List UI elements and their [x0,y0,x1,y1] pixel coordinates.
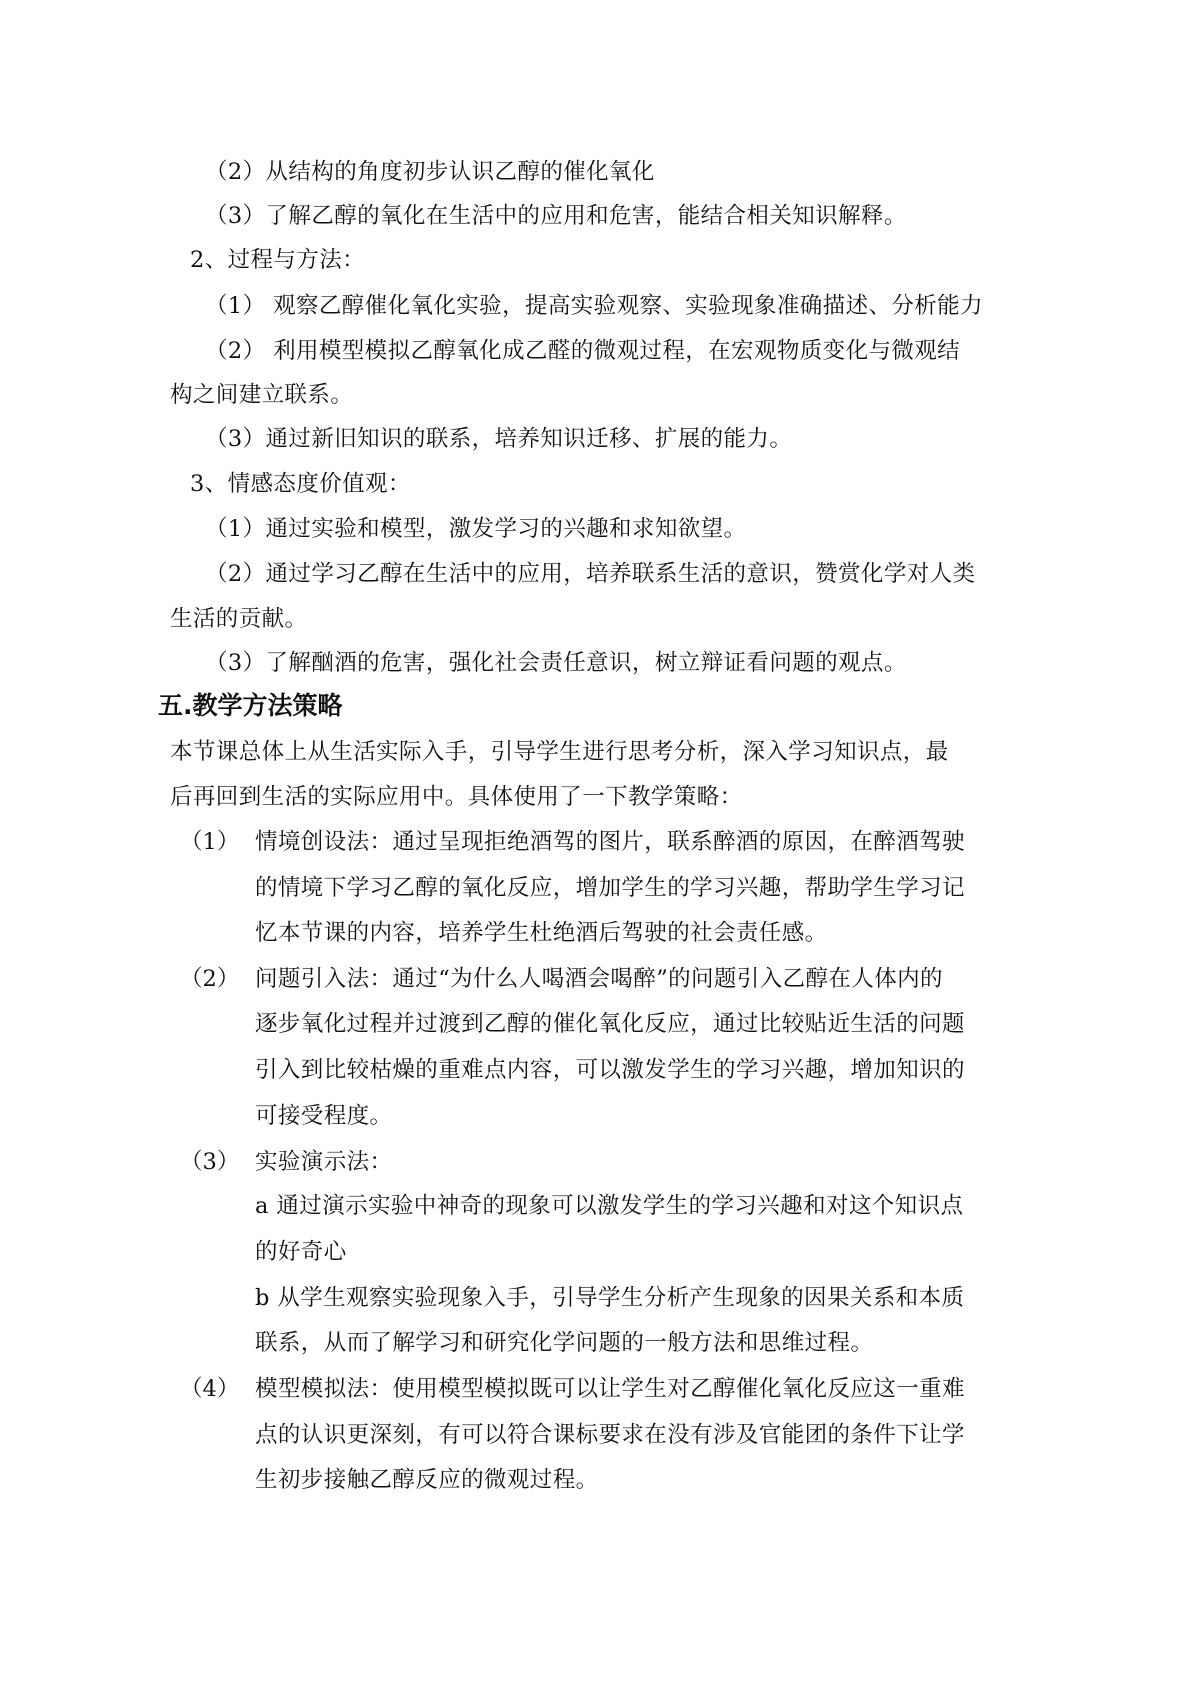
strategy-1-line-2: 的情境下学习乙醇的氧化反应，增加学生的学习兴趣，帮助学生学习记 [255,875,965,901]
attitude-goal-item-2-line-1: （2）通过学习乙醇在生活中的应用，培养联系生活的意识，赞赏化学对人类 [205,561,976,587]
process-method-heading: 2、过程与方法： [190,247,366,273]
strategy-3-line-4: b 从学生观察实验现象入手，引导学生分析产生现象的因果关系和本质 [255,1285,965,1311]
strategy-1-line-1: 情境创设法：通过呈现拒绝酒驾的图片，联系醉酒的原因，在醉酒驾驶 [255,829,965,855]
attitude-values-heading: 3、情感态度价值观： [190,471,411,497]
strategy-3-line-2: a 通过演示实验中神奇的现象可以激发学生的学习兴趣和对这个知识点 [255,1193,964,1219]
strategy-4-line-3: 生初步接触乙醇反应的微观过程。 [255,1467,599,1493]
strategy-2-line-1: 问题引入法：通过“为什么人喝酒会喝醉”的问题引入乙醇在人体内的 [255,966,943,992]
process-goal-item-3: （3）通过新旧知识的联系，培养知识迁移、扩展的能力。 [205,426,793,452]
strategy-1-line-3: 忆本节课的内容，培养学生杜绝酒后驾驶的社会责任感。 [255,920,828,946]
strategy-3-line-3: 的好奇心 [255,1239,347,1265]
process-goal-item-2-line-2: 构之间建立联系。 [170,382,354,408]
process-goal-item-2-line-1: （2） 利用模型模拟乙醇氧化成乙醛的微观过程，在宏观物质变化与微观结 [205,338,961,364]
attitude-goal-item-2-line-2: 生活的贡献。 [170,606,308,632]
process-goal-item-1: （1） 观察乙醇催化氧化实验，提高实验观察、实验现象准确描述、分析能力 [205,293,983,319]
strategy-1-marker: （1） [180,829,240,855]
strategy-2-marker: （2） [180,966,240,992]
strategy-2-line-2: 逐步氧化过程并过渡到乙醇的催化氧化反应，通过比较贴近生活的问题 [255,1011,965,1037]
strategy-2-line-3: 引入到比较枯燥的重难点内容，可以激发学生的学习兴趣，增加知识的 [255,1057,965,1083]
knowledge-goal-item-2: （2）从结构的角度初步认识乙醇的催化氧化 [205,159,655,185]
strategy-4-line-1: 模型模拟法：使用模型模拟既可以让学生对乙醇催化氧化反应这一重难 [255,1376,965,1402]
attitude-goal-item-1: （1）通过实验和模型，激发学习的兴趣和求知欲望。 [205,516,747,542]
strategy-3-line-5: 联系，从而了解学习和研究化学问题的一般方法和思维过程。 [255,1330,874,1356]
section-5-intro-line-2: 后再回到生活的实际应用中。具体使用了一下教学策略： [170,784,743,810]
strategy-4-marker: （4） [180,1376,240,1402]
strategy-2-line-4: 可接受程度。 [255,1103,393,1129]
strategy-3-marker: （3） [180,1149,240,1175]
section-5-intro-line-1: 本节课总体上从生活实际入手，引导学生进行思考分析，深入学习知识点，最 [170,739,949,765]
strategy-3-line-1: 实验演示法： [255,1149,393,1175]
section-5-title: 五.教学方法策略 [158,691,343,720]
attitude-goal-item-3: （3）了解酗酒的危害，强化社会责任意识，树立辩证看问题的观点。 [205,650,907,676]
knowledge-goal-item-3: （3）了解乙醇的氧化在生活中的应用和危害，能结合相关知识解释。 [205,203,907,229]
strategy-4-line-2: 点的认识更深刻，有可以符合课标要求在没有涉及官能团的条件下让学 [255,1422,965,1448]
